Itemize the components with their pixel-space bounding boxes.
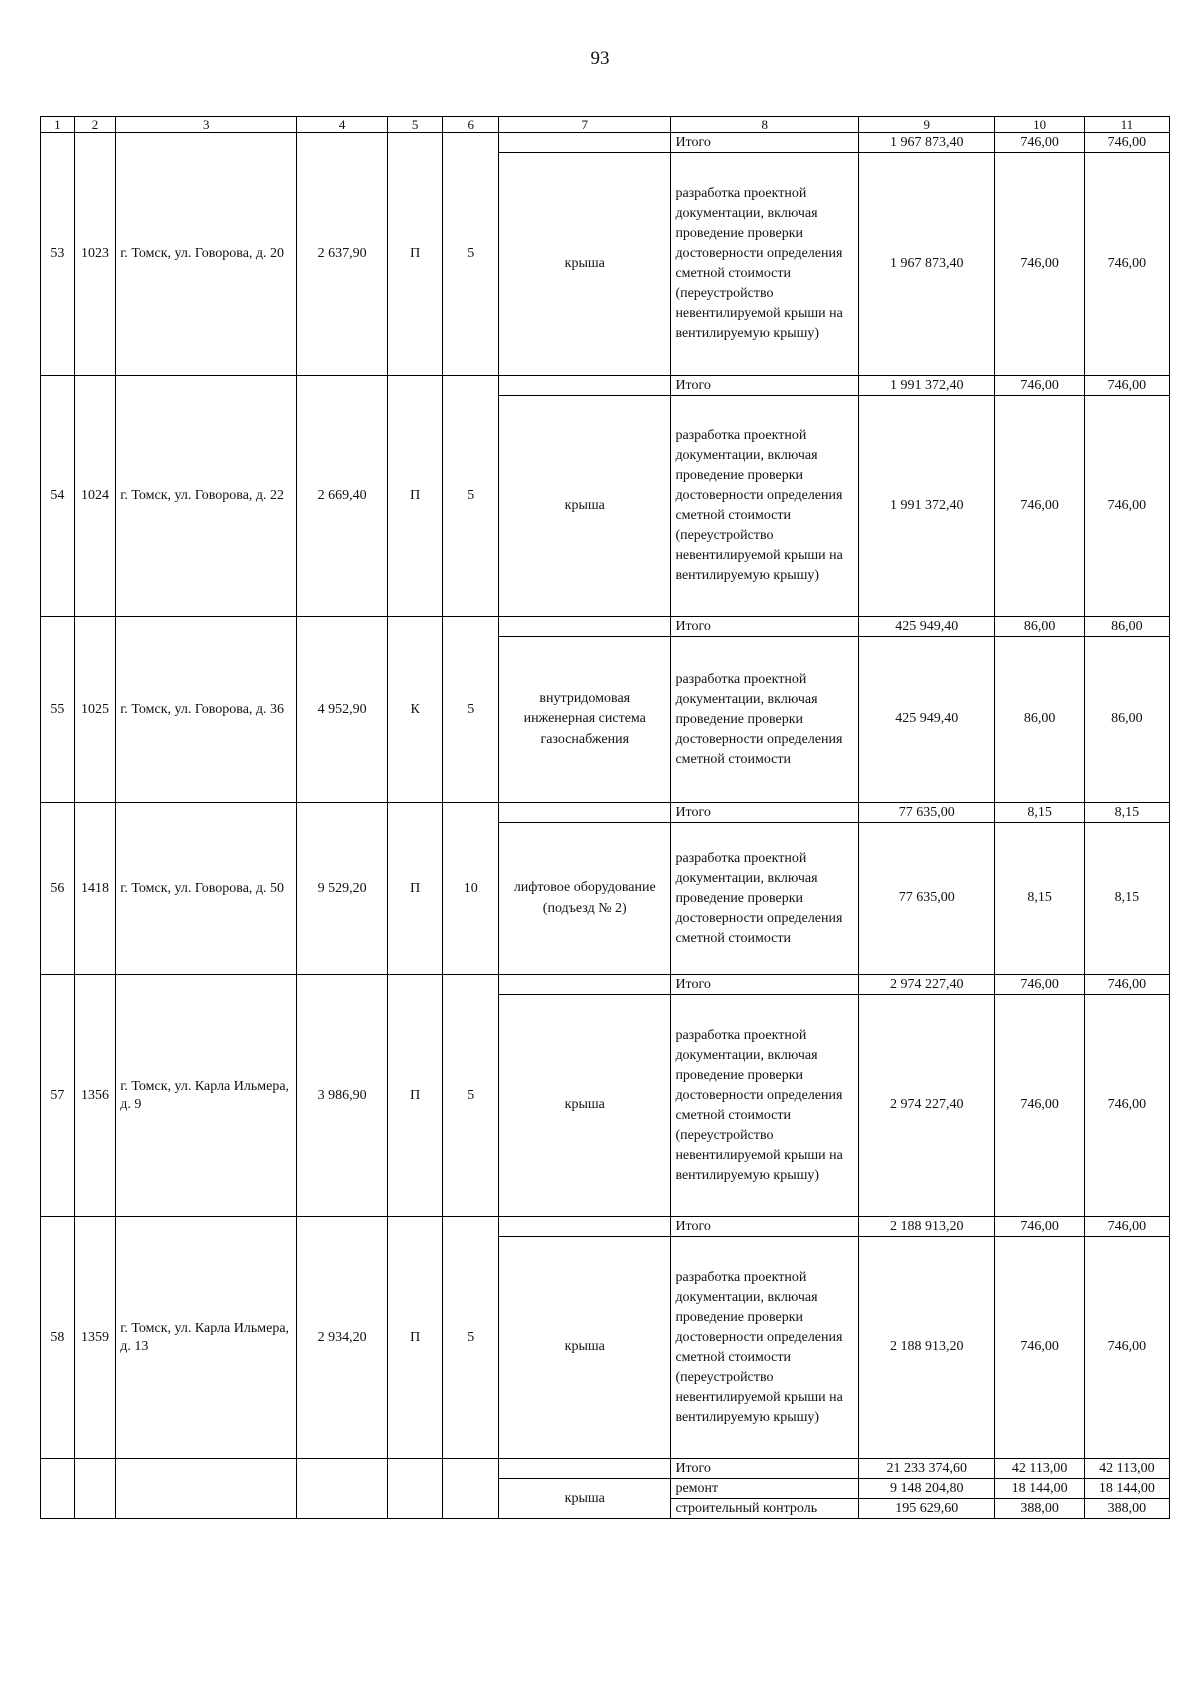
total-label: Итого <box>671 1459 859 1479</box>
house-address: г. Томск, ул. Говорова, д. 20 <box>116 133 297 376</box>
column-number: 11 <box>1084 117 1169 133</box>
capital-repair-table <box>40 116 1170 1519</box>
work-col10: 18 144,00 <box>995 1479 1084 1499</box>
blank-cell <box>499 803 671 823</box>
floors: 5 <box>443 617 499 803</box>
total-col11: 42 113,00 <box>1084 1459 1169 1479</box>
house-code: 1418 <box>74 803 115 975</box>
work-col10: 746,00 <box>995 995 1084 1217</box>
house-address: г. Томск, ул. Карла Ильмера, д. 13 <box>116 1217 297 1459</box>
work-sum: 1 967 873,40 <box>859 153 995 376</box>
wall-type: П <box>387 975 443 1217</box>
work-col11: 18 144,00 <box>1084 1479 1169 1499</box>
floors: 5 <box>443 133 499 376</box>
work-sum: 2 974 227,40 <box>859 995 995 1217</box>
house-address: г. Томск, ул. Говорова, д. 50 <box>116 803 297 975</box>
work-description: разработка проектной документации, включая проведение проверки достоверности определения сметной стоимости (переустройство невентилируемой крыши на вентилируемую крышу) <box>671 396 859 617</box>
house-area: 2 637,90 <box>297 133 388 376</box>
entry-number: 53 <box>41 133 75 376</box>
empty-cell <box>387 1459 443 1519</box>
element-name: крыша <box>499 153 671 376</box>
total-col11: 746,00 <box>1084 1217 1169 1237</box>
wall-type: П <box>387 1217 443 1459</box>
column-number: 4 <box>297 117 388 133</box>
entry-number: 58 <box>41 1217 75 1459</box>
column-number: 9 <box>859 117 995 133</box>
house-area: 4 952,90 <box>297 617 388 803</box>
element-name: крыша <box>499 995 671 1217</box>
floors: 5 <box>443 376 499 617</box>
empty-cell <box>297 1459 388 1519</box>
total-col10: 8,15 <box>995 803 1084 823</box>
column-number: 8 <box>671 117 859 133</box>
total-label: Итого <box>671 1217 859 1237</box>
total-col10: 86,00 <box>995 617 1084 637</box>
total-col10: 42 113,00 <box>995 1459 1084 1479</box>
column-number-row <box>41 117 1170 133</box>
house-area: 2 669,40 <box>297 376 388 617</box>
total-col10: 746,00 <box>995 975 1084 995</box>
work-col11: 746,00 <box>1084 153 1169 376</box>
total-label: Итого <box>671 975 859 995</box>
table-row <box>41 133 1170 153</box>
wall-type: К <box>387 617 443 803</box>
work-sum: 9 148 204,80 <box>859 1479 995 1499</box>
house-address: г. Томск, ул. Говорова, д. 36 <box>116 617 297 803</box>
work-description: строительный контроль <box>671 1499 859 1519</box>
empty-cell <box>116 1459 297 1519</box>
total-col11: 746,00 <box>1084 133 1169 153</box>
work-description: разработка проектной документации, включая проведение проверки достоверности определения сметной стоимости <box>671 637 859 803</box>
house-code: 1025 <box>74 617 115 803</box>
work-col10: 8,15 <box>995 823 1084 975</box>
house-area: 2 934,20 <box>297 1217 388 1459</box>
work-col10: 388,00 <box>995 1499 1084 1519</box>
table-row <box>41 803 1170 823</box>
table-row <box>41 1217 1170 1237</box>
total-col11: 746,00 <box>1084 975 1169 995</box>
element-name: внутридомовая инженерная система газоснабжения <box>499 637 671 803</box>
house-address: г. Томск, ул. Говорова, д. 22 <box>116 376 297 617</box>
page-number: 93 <box>590 48 610 69</box>
house-code: 1023 <box>74 133 115 376</box>
floors: 10 <box>443 803 499 975</box>
work-sum: 425 949,40 <box>859 637 995 803</box>
element-name: лифтовое оборудование (подъезд № 2) <box>499 823 671 975</box>
entry-number: 54 <box>41 376 75 617</box>
total-sum: 2 974 227,40 <box>859 975 995 995</box>
house-area: 9 529,20 <box>297 803 388 975</box>
blank-cell <box>499 1459 671 1479</box>
house-area: 3 986,90 <box>297 975 388 1217</box>
total-sum: 77 635,00 <box>859 803 995 823</box>
total-sum: 425 949,40 <box>859 617 995 637</box>
wall-type: П <box>387 133 443 376</box>
wall-type: П <box>387 376 443 617</box>
house-code: 1356 <box>74 975 115 1217</box>
total-sum: 1 967 873,40 <box>859 133 995 153</box>
total-label: Итого <box>671 803 859 823</box>
blank-cell <box>499 133 671 153</box>
work-sum: 195 629,60 <box>859 1499 995 1519</box>
blank-cell <box>499 376 671 396</box>
total-sum: 21 233 374,60 <box>859 1459 995 1479</box>
total-col11: 86,00 <box>1084 617 1169 637</box>
table-row <box>41 617 1170 637</box>
work-sum: 2 188 913,20 <box>859 1237 995 1459</box>
element-name: крыша <box>499 1479 671 1519</box>
work-sum: 1 991 372,40 <box>859 396 995 617</box>
total-col10: 746,00 <box>995 133 1084 153</box>
total-sum: 1 991 372,40 <box>859 376 995 396</box>
empty-cell <box>74 1459 115 1519</box>
column-number: 6 <box>443 117 499 133</box>
element-name: крыша <box>499 1237 671 1459</box>
work-col11: 746,00 <box>1084 995 1169 1217</box>
blank-cell <box>499 975 671 995</box>
work-col11: 86,00 <box>1084 637 1169 803</box>
work-col11: 8,15 <box>1084 823 1169 975</box>
work-col11: 388,00 <box>1084 1499 1169 1519</box>
work-col10: 746,00 <box>995 396 1084 617</box>
blank-cell <box>499 617 671 637</box>
total-col10: 746,00 <box>995 1217 1084 1237</box>
entry-number: 55 <box>41 617 75 803</box>
house-address: г. Томск, ул. Карла Ильмера, д. 9 <box>116 975 297 1217</box>
table-row <box>41 975 1170 995</box>
work-col10: 86,00 <box>995 637 1084 803</box>
work-description: ремонт <box>671 1479 859 1499</box>
total-label: Итого <box>671 617 859 637</box>
work-col10: 746,00 <box>995 1237 1084 1459</box>
blank-cell <box>499 1217 671 1237</box>
column-number: 1 <box>41 117 75 133</box>
house-code: 1359 <box>74 1217 115 1459</box>
total-label: Итого <box>671 133 859 153</box>
work-description: разработка проектной документации, включая проведение проверки достоверности определения сметной стоимости <box>671 823 859 975</box>
total-col11: 746,00 <box>1084 376 1169 396</box>
work-sum: 77 635,00 <box>859 823 995 975</box>
work-col11: 746,00 <box>1084 396 1169 617</box>
column-number: 5 <box>387 117 443 133</box>
column-number: 3 <box>116 117 297 133</box>
table-row <box>41 376 1170 396</box>
work-col11: 746,00 <box>1084 1237 1169 1459</box>
column-number: 7 <box>499 117 671 133</box>
entry-number: 57 <box>41 975 75 1217</box>
total-sum: 2 188 913,20 <box>859 1217 995 1237</box>
floors: 5 <box>443 975 499 1217</box>
element-name: крыша <box>499 396 671 617</box>
total-col10: 746,00 <box>995 376 1084 396</box>
empty-cell <box>443 1459 499 1519</box>
work-description: разработка проектной документации, включая проведение проверки достоверности определения сметной стоимости (переустройство невентилируемой крыши на вентилируемую крышу) <box>671 153 859 376</box>
empty-cell <box>41 1459 75 1519</box>
house-code: 1024 <box>74 376 115 617</box>
floors: 5 <box>443 1217 499 1459</box>
column-number: 10 <box>995 117 1084 133</box>
work-col10: 746,00 <box>995 153 1084 376</box>
entry-number: 56 <box>41 803 75 975</box>
total-col11: 8,15 <box>1084 803 1169 823</box>
table-row <box>41 1459 1170 1479</box>
wall-type: П <box>387 803 443 975</box>
work-description: разработка проектной документации, включая проведение проверки достоверности определения сметной стоимости (переустройство невентилируемой крыши на вентилируемую крышу) <box>671 995 859 1217</box>
total-label: Итого <box>671 376 859 396</box>
column-number: 2 <box>74 117 115 133</box>
work-description: разработка проектной документации, включая проведение проверки достоверности определения сметной стоимости (переустройство невентилируемой крыши на вентилируемую крышу) <box>671 1237 859 1459</box>
